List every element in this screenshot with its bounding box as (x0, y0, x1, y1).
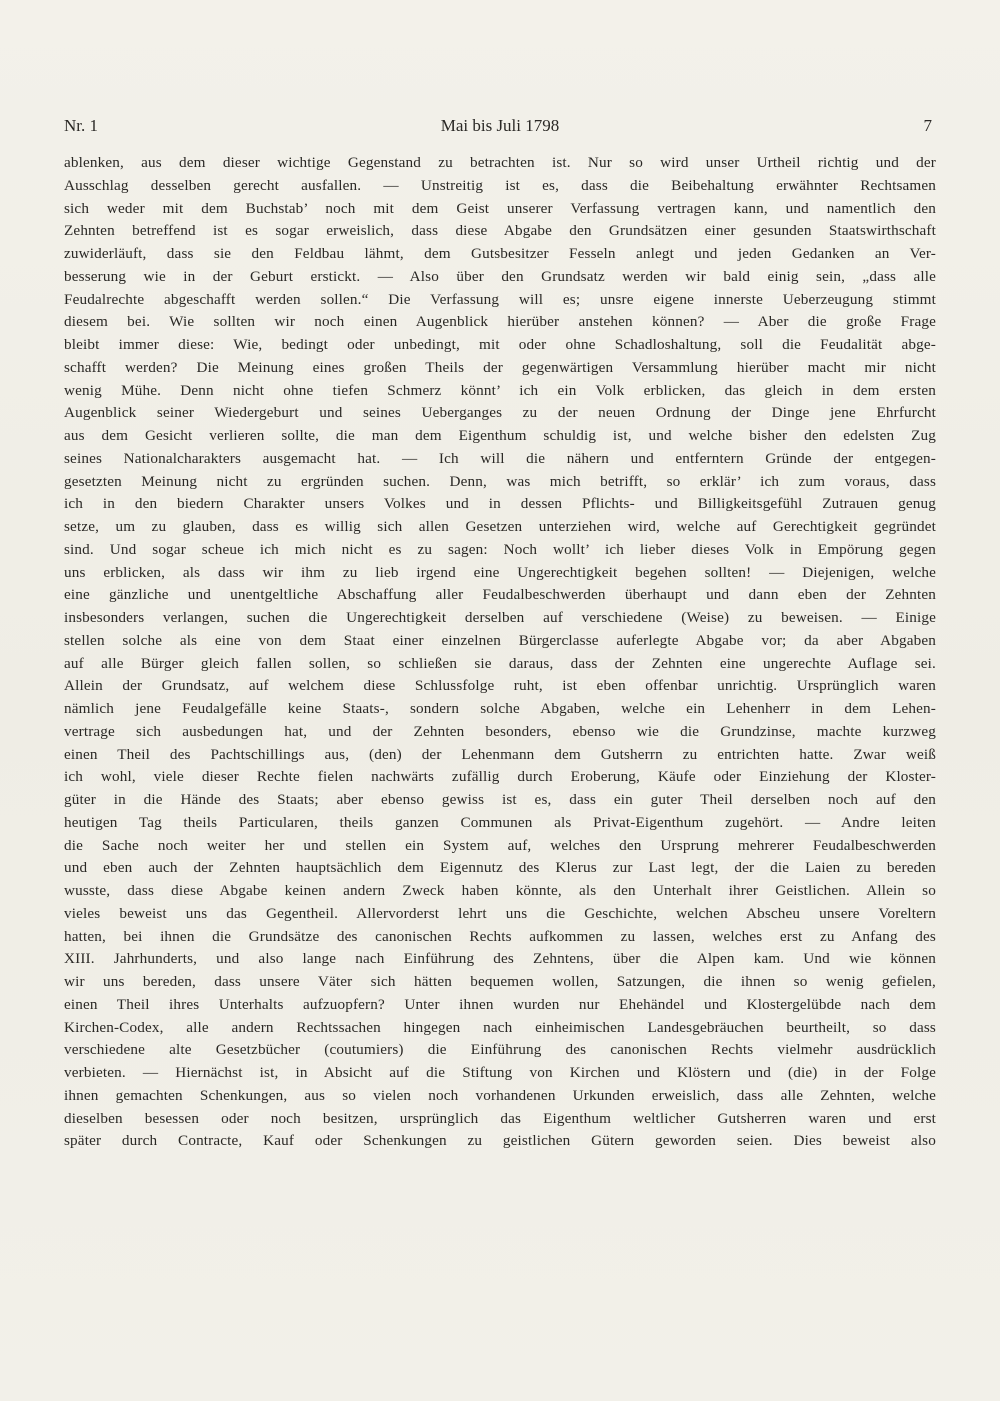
text-line: diesem bei. Wie sollten wir noch einen Augenblick hierüber anstehen können? — Aber die große Frage (64, 313, 936, 331)
text-line: ablenken, aus dem dieser wichtige Gegenstand zu betrachten ist. Nur so wird unser Urtheil richtig und der (64, 154, 936, 171)
text-line: besserung wie in der Geburt erstickt. — Also über den Grundsatz werden wir bald einig sein, „dass alle (64, 267, 936, 285)
text-line: seines Nationalcharakters ausgemacht hat. — Ich will die nähern und entferntern Gründe der entgegen- (64, 449, 936, 467)
text-line: schafft werden? Die Meinung eines großen Theils der gegenwärtigen Versammlung hierüber macht mir nicht (64, 358, 936, 376)
text-line: Allein der Grundsatz, auf welchem diese Schlussfolge ruht, ist eben offenbar unrichtig. Ursprünglich waren (64, 677, 936, 695)
text-line: sind. Und sogar scheue ich mich nicht es zu sagen: Noch wollt’ ich lieber dieses Volk in Empörung gegen (64, 540, 936, 558)
text-line: wenig Mühe. Denn nicht ohne tiefen Schmerz könnt’ ich ein Volk erblicken, das gleich in dem ersten (64, 381, 936, 399)
header-title: Mai bis Juli 1798 (440, 116, 560, 135)
text-line: gesetzten Meinung nicht zu ergründen suchen. Denn, was mich betrifft, so erklär’ ich zum voraus, dass (64, 472, 936, 490)
page-number: 7 (923, 116, 932, 135)
text-line: aus dem Gesicht verlieren sollte, die man dem Eigenthum schuldig ist, und welche bisher den edelsten Zug (64, 427, 936, 444)
running-header (64, 116, 936, 140)
text-line: bleibt immer diese: Wie, bedingt oder unbedingt, mit oder ohne Schadloshaltung, soll die Feudalität abge- (64, 336, 936, 353)
text-line: wusste, dass diese Abgabe keinen andern Zweck haben könnte, als den Unterhalt ihrer Geistlichen. Allein so (64, 882, 936, 899)
text-line: Ausschlag desselben gerecht ausfallen. — Unstreitig ist es, dass die Beibehaltung erwähnter Rechtsamen (64, 176, 936, 194)
text-line: die Sache noch weiter her und stellen ein System auf, welches den Ursprung mehrerer Feudalbeschwerden (64, 836, 936, 854)
text-line: nämlich jene Feudalgefälle keine Staats-, sondern solche Abgaben, welche ein Lehenherr in dem Lehen- (64, 700, 936, 717)
text-line: vieles beweist uns das Gegentheil. Allervorderst lehrt uns die Geschichte, welchen Abscheu unsere Voreltern (64, 904, 936, 922)
text-line: Augenblick seiner Wiedergeburt und seines Ueberganges zu der neuen Ordnung der Dinge jene Ehrfurcht (64, 404, 936, 422)
text-line: auf alle Bürger gleich fallen sollen, so schließen sie daraus, dass der Zehnten eine ungerechte Auflage sei. (64, 654, 936, 672)
text-line: sich weder mit dem Buchstab’ noch mit dem Geist unserer Verfassung vertragen kann, und namentlich den (64, 199, 936, 217)
text-line: einen Theil des Pachtschillings aus, (den) der Lehenmann dem Gutsherrn zu entrichten hatte. Zwar weiß (64, 745, 936, 763)
text-line: stellen solche als eine von dem Staat einer einzelnen Bürgerclasse auferlegte Abgabe vor; da aber Abgaben (64, 631, 936, 649)
text-line: zuwiderläuft, dass sie den Feldbau lähmt, dem Gutsbesitzer Fesseln anlegt und jeden Gedanken an Ver- (64, 245, 936, 262)
body-text (64, 152, 936, 1153)
text-line: ich wohl, viele dieser Rechte fielen nachwärts zufällig durch Eroberung, Käufe oder Einziehung der Kloster- (64, 768, 936, 786)
issue-number: Nr. 1 (64, 116, 98, 135)
text-line: dieselben besessen oder noch besitzen, ursprünglich das Eigenthum weltlicher Gutsherren waren und erst (64, 1109, 936, 1127)
text-line: ich in den biedern Charakter unsers Volkes und in dessen Pflichts- und Billigkeitsgefühl Zutrauen genug (64, 495, 936, 513)
text-line: insbesonders verlangen, suchen die Ungerechtigkeit derselben auf verschiedene (Weise) zu beweisen. — Einige (64, 609, 936, 626)
text-line: Zehnten betreffend ist es sogar erweislich, dass diese Abgabe den Grundsätzen einer gesunden Staatswirthschaft (64, 222, 936, 240)
text-line: uns erblicken, als dass wir ihm zu lieb irgend eine Ungerechtigkeit begehen sollten! — Diejenigen, welche (64, 563, 936, 581)
text-line: ihnen gemachten Schenkungen, aus so vielen noch vorhandenen Urkunden erweislich, dass alle Zehnten, welche (64, 1086, 936, 1104)
text-line: eine gänzliche und unentgeltliche Abschaffung aller Feudalbeschwerden überhaupt und dann eben der Zehnten (64, 586, 936, 604)
text-line: hatten, bei ihnen die Grundsätze des canonischen Rechts aufkommen zu lassen, welches erst zu Anfang des (64, 927, 936, 945)
text-line: und eben auch der Zehnten hauptsächlich dem Eigennutz des Klerus zur Last legt, der die Laien zu bereden (64, 859, 936, 877)
text-line: heutigen Tag theils Particularen, theils ganzen Communen als Privat-Eigenthum zugehört. — Andre leiten (64, 813, 936, 831)
text-line: XIII. Jahrhunderts, und also lange nach Einführung des Zehntens, über die Alpen kam. Und wie können (64, 950, 936, 968)
text-line: verschiedene alte Gesetzbücher (coutumiers) die Einführung des canonischen Rechts vielmehr ausdrücklich (64, 1041, 936, 1059)
text-line: setze, um zu glauben, dass es willig sich allen Gesetzen unterziehen wird, welche auf Gerechtigkeit gegründet (64, 518, 936, 535)
text-line: einen Theil ihres Unterhalts aufzuopfern? Unter ihnen wurden nur Ehehändel und Klostergelübde nach dem (64, 995, 936, 1013)
text-line: Feudalrechte abgeschafft werden sollen.“ Die Verfassung will es; unsre eigene innerste Ueberzeugung stimmt (64, 290, 936, 308)
text-line: vertrage sich ausbedungen hat, und der Zehnten besonders, ebenso wie die Grundzinse, machte kurzweg (64, 722, 936, 740)
text-line: später durch Contracte, Kauf oder Schenkungen zu geistlichen Gütern geworden seien. Dies beweist also (64, 1132, 936, 1150)
text-line: güter in die Hände des Staats; aber ebenso gewiss ist es, dass ein guter Theil derselben noch auf den (64, 791, 936, 808)
text-line: Kirchen-Codex, alle andern Rechtssachen hingegen nach einheimischen Landesgebräuchen beurtheilt, so dass (64, 1018, 936, 1036)
text-line: wir uns bereden, dass unsere Väter sich hätten bequemen wollen, Satzungen, die ihnen so wenig gefielen, (64, 973, 936, 990)
text-line: verbieten. — Hiernächst ist, in Absicht auf die Stiftung von Kirchen und Klöstern und (die) in der Folge (64, 1064, 936, 1081)
